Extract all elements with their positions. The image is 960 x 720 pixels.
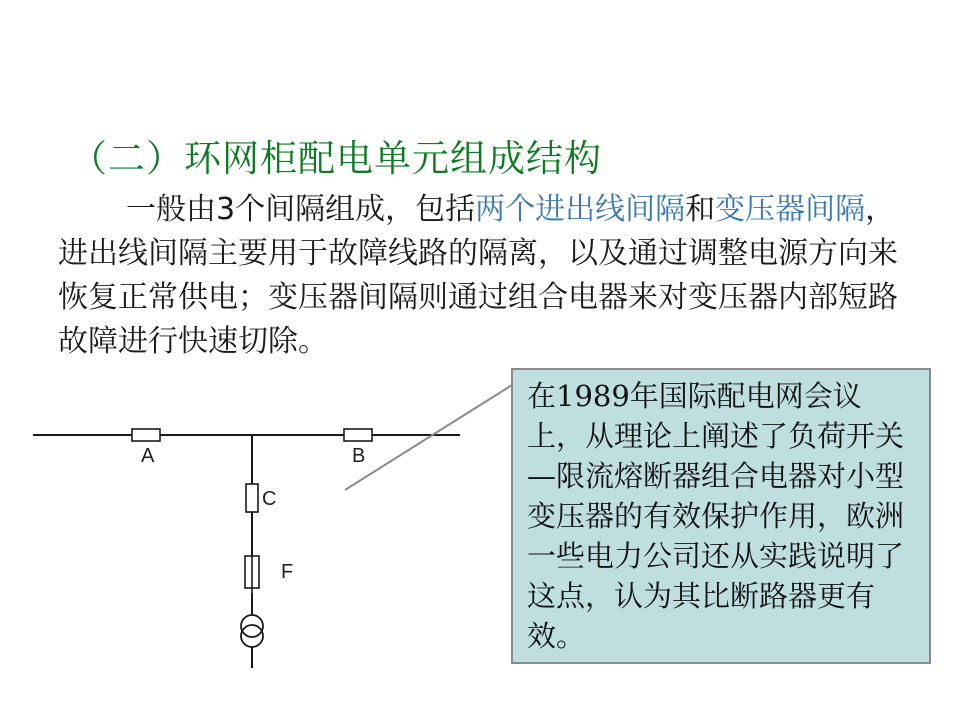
paragraph-part-3: ，进出线间隔主要用于故障线路的隔离，以及通过调整电源方向来恢复正常供电；变压器间隔则通过组合电器来对变压器内部短路故障进行快速切除。 — [58, 192, 898, 359]
transformer-circle-bottom — [241, 625, 263, 647]
switch-b-symbol — [344, 429, 372, 441]
label-b: B — [352, 445, 366, 467]
label-a: A — [141, 445, 155, 467]
highlight-transformer-bay: 变压器间隔 — [715, 192, 866, 227]
switch-a-symbol — [132, 429, 160, 441]
slide-title: （二）环网柜配电单元组成结构 — [70, 137, 602, 180]
callout-box: 在1989年国际配电网会议上，从理论上阐述了负荷开关—限流熔断器组合电器对小型变压器的有效保护作用，欧洲一些电力公司还从实践说明了这点，认为其比断路器更有效。 — [511, 368, 931, 664]
label-c: C — [262, 488, 277, 510]
paragraph-part-1: 一般由3个间隔组成，包括 — [126, 192, 476, 227]
label-f: F — [281, 561, 294, 583]
switch-c-symbol — [246, 484, 258, 512]
paragraph-part-2: 和 — [685, 192, 716, 227]
highlight-incoming-outgoing-bays: 两个进出线间隔 — [475, 192, 686, 227]
transformer-circle-top — [241, 615, 263, 637]
